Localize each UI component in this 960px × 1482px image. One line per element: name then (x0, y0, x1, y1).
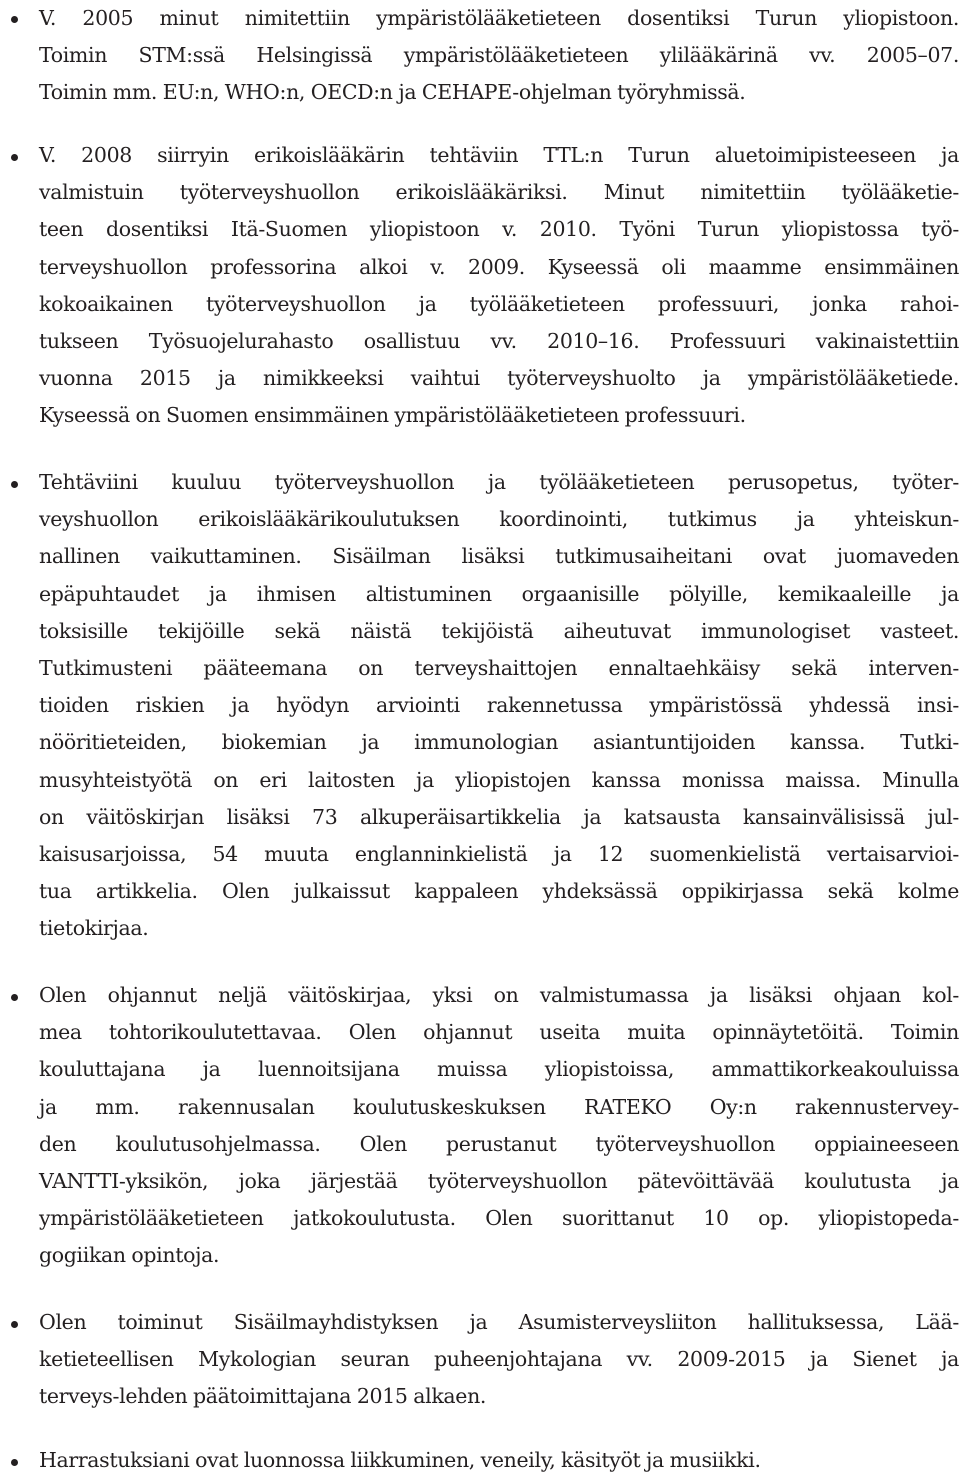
text-line: Tutkimusteni pääteemana on terveyshaittojen ennaltaehkäisy sekä interven- (39, 656, 959, 681)
text-line: Harrastuksiani ovat luonnossa liikkuminen, veneily, käsityöt ja musiikki. (39, 1448, 761, 1472)
paragraph (39, 137, 959, 435)
text-line: Kyseessä on Suomen ensimmäinen ympäristölääketieteen professuuri. (39, 403, 746, 428)
text-line: toksisille tekijöille sekä näistä tekijöistä aiheutuvat immunologiset vasteet. (39, 618, 959, 643)
paragraph (39, 1304, 959, 1416)
bullet-icon (11, 154, 18, 161)
text-line: nallinen vaikuttaminen. Sisäilman lisäksi tutkimusaiheitani ovat juomaveden (39, 544, 959, 569)
text-line: ja mm. rakennusalan koulutuskeskuksen RATEKO Oy:n rakennustervey- (39, 1094, 959, 1119)
text-line: veyshuollon erikoislääkärikoulutuksen koordinointi, tutkimus ja yhteiskun- (39, 507, 959, 532)
text-line: mea tohtorikoulutettavaa. Olen ohjannut useita muita opinnäytetöitä. Toimin (39, 1020, 959, 1045)
text-line: Toimin STM:ssä Helsingissä ympäristölääketieteen ylilääkärinä vv. 2005–07. (39, 43, 959, 68)
text-line: gogiikan opintoja. (39, 1243, 220, 1268)
text-line: den koulutusohjelmassa. Olen perustanut työterveyshuollon oppiaineeseen (39, 1131, 959, 1156)
text-line: terveys-lehden päätoimittajana 2015 alkaen. (39, 1384, 487, 1409)
text-line: Olen ohjannut neljä väitöskirjaa, yksi on valmistumassa ja lisäksi ohjaan kol- (39, 983, 959, 1007)
text-line: Toimin mm. EU:n, WHO:n, OECD:n ja CEHAPE-ohjelman työryhmissä. (39, 80, 746, 105)
text-line: tukseen Työsuojelurahasto osallistuu vv. 2010–16. Professuuri vakinaistettiin (39, 329, 959, 354)
text-line: tioiden riskien ja hyödyn arviointi rakennetussa ympäristössä yhdessä insi- (39, 693, 959, 718)
text-line: epäpuhtaudet ja ihmisen altistuminen orgaanisille pölyille, kemikaaleille ja (39, 581, 959, 606)
bullet-icon (11, 16, 18, 23)
text-line: tua artikkelia. Olen julkaissut kappaleen yhdeksässä oppikirjassa sekä kolme (39, 879, 959, 904)
text-line: musyhteistyötä on eri laitosten ja yliopistojen kanssa monissa maissa. Minulla (39, 767, 959, 792)
paragraph (39, 464, 959, 948)
text-line: Olen toiminut Sisäilmayhdistyksen ja Asumisterveysliiton hallituksessa, Lää- (39, 1310, 959, 1334)
paragraph (39, 1442, 959, 1479)
text-line: tietokirjaa. (39, 916, 149, 941)
text-line: nööritieteiden, biokemian ja immunologian asiantuntijoiden kanssa. Tutki- (39, 730, 959, 755)
text-line: valmistuin työterveyshuollon erikoislääkäriksi. Minut nimitettiin työlääketie- (39, 180, 959, 205)
text-line: V. 2008 siirryin erikoislääkärin tehtäviin TTL:n Turun aluetoimipisteeseen ja (39, 143, 959, 167)
bullet-icon (11, 1459, 18, 1466)
text-line: VANTTI-yksikön, joka järjestää työterveyshuollon pätevöittävää koulutusta ja (39, 1169, 959, 1194)
bullet-icon (11, 1321, 18, 1328)
text-line: kaisusarjoissa, 54 muuta englanninkielistä ja 12 suomenkielistä vertaisarvioi- (39, 842, 959, 867)
text-line: vuonna 2015 ja nimikkeeksi vaihtui työterveyshuolto ja ympäristölääketiede. (39, 366, 959, 391)
text-line: ympäristölääketieteen jatkokoulutusta. Olen suorittanut 10 op. yliopistopeda- (39, 1206, 959, 1231)
text-line: teen dosentiksi Itä-Suomen yliopistoon v. 2010. Työni Turun yliopistossa työ- (39, 217, 959, 242)
text-line: kouluttajana ja luennoitsijana muissa yliopistoissa, ammattikorkeakouluissa (39, 1057, 959, 1082)
bullet-icon (11, 481, 18, 488)
text-line: on väitöskirjan lisäksi 73 alkuperäisartikkelia ja katsausta kansainvälisissä jul- (39, 804, 959, 829)
text-line: terveyshuollon professorina alkoi v. 2009. Kyseessä oli maamme ensimmäinen (39, 254, 959, 279)
paragraph (39, 977, 959, 1275)
text-line: kokoaikainen työterveyshuollon ja työlääketieteen professuuri, jonka rahoi- (39, 291, 959, 316)
text-line: V. 2005 minut nimitettiin ympäristölääketieteen dosentiksi Turun yliopistoon. (39, 6, 959, 30)
text-line: ketieteellisen Mykologian seuran puheenjohtajana vv. 2009-2015 ja Sienet ja (39, 1347, 959, 1372)
text-line: Tehtäviini kuuluu työterveyshuollon ja työlääketieteen perusopetus, työter- (39, 470, 959, 494)
paragraph (39, 0, 959, 112)
bullet-icon (11, 994, 18, 1001)
